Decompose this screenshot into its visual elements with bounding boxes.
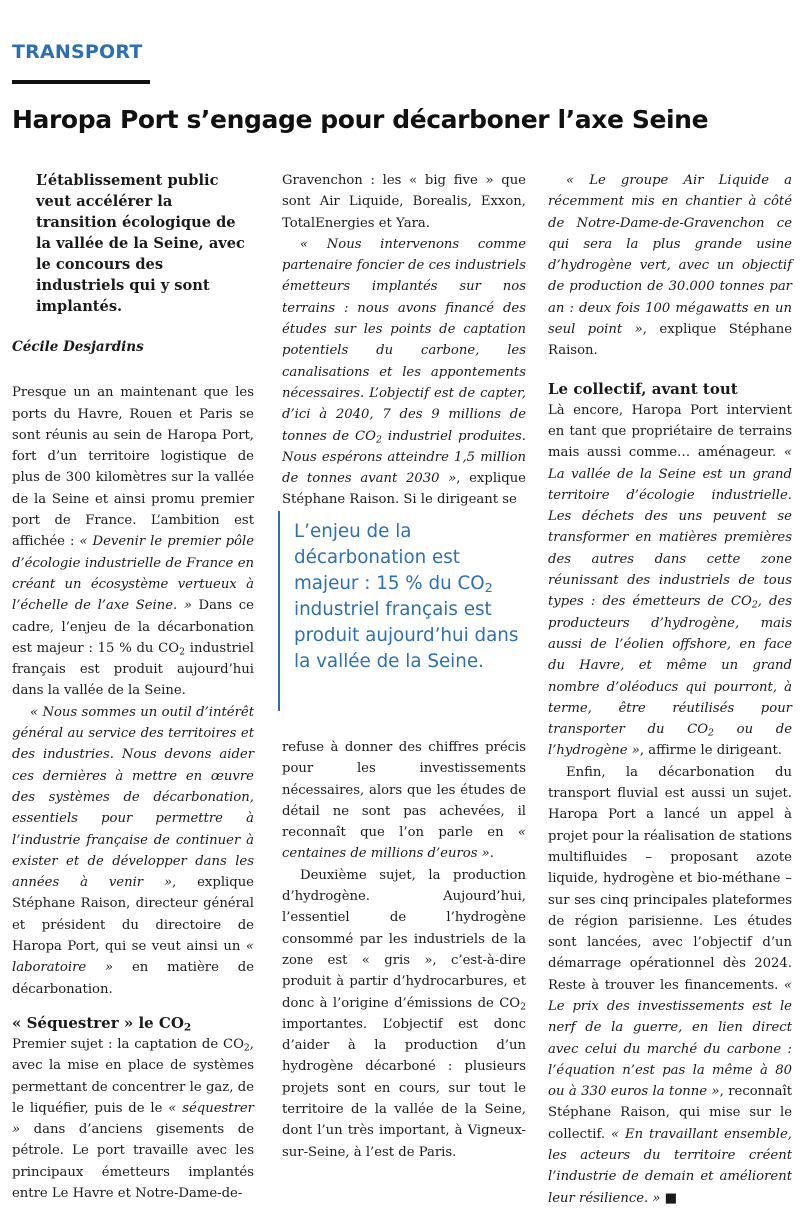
pull-quote: L’enjeu de la décarbonation est majeur : 15 % du $CO_2$ industriel français est produit aujourd’hui dans la vallée de la Seine.: [278, 511, 526, 711]
article-column-1: [12, 170, 254, 1204]
subhead-collectif: Le collectif, avant tout: [548, 379, 738, 398]
article-paragraph: « Nous sommes un outil d’intérêt général au service des territoires et des industries. Nous devons aider ces dernières à mettre en œuvre des systèmes de décarbonation, essentiels pour permettre à l’industrie française de continuer à exister et de développer dans les années à venir », explique Stéphane Raison, directeur général et président du directoire de Haropa Port, qui se veut ainsi un « laboratoire » en matière de décarbonation.: [12, 704, 254, 997]
subhead-sequestrer: « Séquestrer » le $CO_2$: [12, 1013, 192, 1034]
article-paragraph: Gravenchon : les « big five » que sont Air Liquide, Borealis, Exxon, TotalEnergies et Yara.: [282, 173, 526, 231]
article-paragraph: « Le groupe Air Liquide a récemment mis en chantier à côté de Notre-Dame-de-Gravenchon ce qui sera la plus grande usine d’hydrogène vert, avec un objectif de production de 30.000 tonnes par an : deux fois 100 mégawatts en un seul point », explique Stéphane Raison.: [548, 173, 792, 359]
rubric-rule: [12, 80, 150, 84]
article-column-2-bottom: [282, 737, 526, 1163]
article-paragraph: Là encore, Haropa Port intervient en tant que propriétaire de terrains mais aussi comme… aménageur. « La vallée de la Seine est un grand territoire d’écologie industrielle. Les déchets des uns peuvent se transformer en matières premières des autres dans cette zone réunissant des industriels de tous types : des émetteurs de $CO_2$, des producteurs d’hydrogène, mais aussi de l’éolien offshore, en face du Havre, et même un grand nombre d’oléoducs qui pourront, à terme, être réutilisés pour transporter du $CO_2$ ou de l’hydrogène », affirme le dirigeant.: [548, 402, 792, 759]
section-rubric: TRANSPORT: [12, 41, 143, 63]
byline: Cécile Desjardins: [12, 339, 144, 355]
article-column-3: [548, 170, 792, 1209]
lede: L’établissement public veut accélérer la transition écologique de la vallée de la Seine, avec le concours des industriels qui y sont implantés.: [36, 172, 245, 315]
article-column-2-top: [282, 170, 526, 511]
article-paragraph: Premier sujet : la captation de $CO_2$, avec la mise en place de systèmes permettant de concentrer le gaz, de le liquéfier, puis de le « séquestrer » dans d’anciens gisements de pétrole. Le port travaille avec les principaux émetteurs implantés entre Le Havre et Notre-Dame-de-: [12, 1036, 254, 1201]
end-mark: ■: [664, 1190, 678, 1206]
article-paragraph: Enfin, la décarbonation du transport fluvial est aussi un sujet. Haropa Port a lancé un appel à projet pour la réalisation de stations multifluides – proposant azote liquide, hydrogène et bio-méthane – sur ses cinq principales plateformes de région parisienne. Les études sont lancées, avec l’objectif d’un démarrage opérationnel dès 2024. Reste à trouver les financements. « Le prix des investissements est le nerf de la guerre, en lien direct avec celui du marché du carbone : l’équation n’est pas la même à 80 ou à 330 euros la tonne », reconnaît Stéphane Raison, qui mise sur le collectif. « En travaillant ensemble, les acteurs du territoire créent l’industrie de demain et améliorent leur résilience. » ■: [548, 764, 793, 1206]
headline: Haropa Port s’engage pour décarboner l’axe Seine: [12, 105, 709, 134]
article-paragraph: refuse à donner des chiffres précis pour les investissements nécessaires, alors que les études de détail ne sont pas achevées, il reconnaît que l’on parle en « centaines de millions d’euros ».: [282, 740, 526, 862]
article-paragraph: Deuxième sujet, la production d’hydrogène. Aujourd’hui, l’essentiel de l’hydrogène consommé par les industriels de la zone est « gris », c’est-à-dire produit à partir d’hydrocarbures, et donc à l’origine d’émissions de $CO_2$ importantes. L’objectif est donc d’aider à la production d’un hydrogène décarboné : plusieurs projets sont en cours, sur tout le territoire de la vallée de la Seine, dont l’un très important, à Vigneux-sur-Seine, à l’est de Paris.: [282, 867, 526, 1160]
article-paragraph: Presque un an maintenant que les ports du Havre, Rouen et Paris se sont réunis au sein de Haropa Port, fort d’un territoire logistique de plus de 300 kilomètres sur la vallée de la Seine et ainsi promu premier port de France. L’ambition est affichée : « Devenir le premier pôle d’écologie industrielle de France en créant un écosystème vertueux à l’échelle de l’axe Seine. » Dans ce cadre, l’enjeu de la décarbonation est majeur : 15 % du $CO_2$ industriel français est produit aujourd’hui dans la vallée de la Seine.: [12, 385, 255, 699]
article-paragraph: « Nous intervenons comme partenaire foncier de ces industriels émetteurs implantés sur nos terrains : nous avons financé des études sur les points de captation potentiels du carbone, les canalisations et les appontements nécessaires. L’objectif est de capter, d’ici à 2040, 7 des 9 millions de tonnes de $CO_2$ industriel produites. Nous espérons atteindre 1,5 million de tonnes avant 2030 », explique Stéphane Raison. Si le dirigeant se: [282, 236, 526, 508]
